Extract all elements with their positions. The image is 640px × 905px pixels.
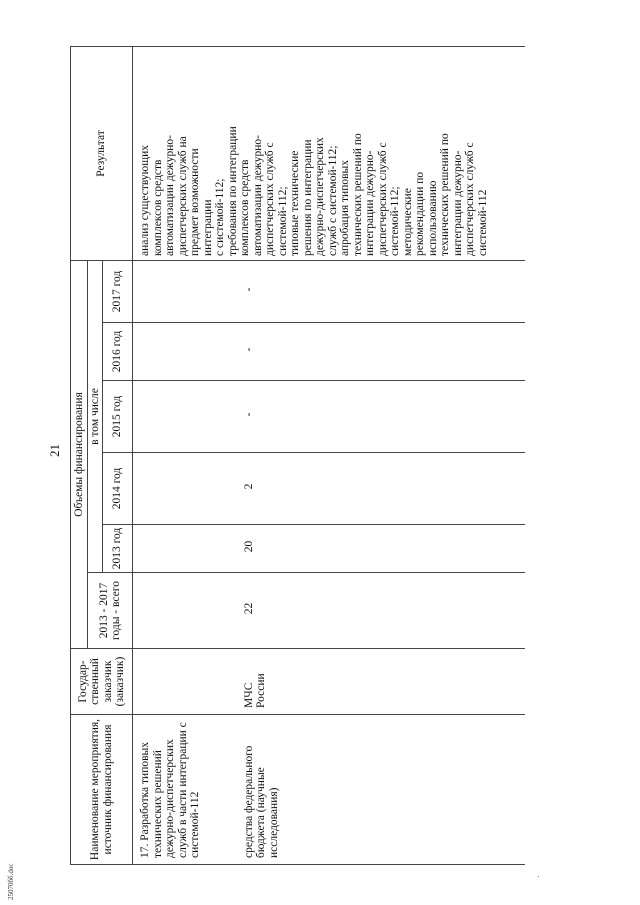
year-2016-cell: - — [225, 323, 525, 381]
result-line: использованию — [426, 180, 439, 256]
header-year-2014: 2014 год — [103, 453, 133, 525]
result-line: анализ существующих — [139, 145, 151, 256]
footer-doc-code — [5, 862, 17, 902]
funding-table — [70, 46, 525, 865]
header-subgroup: в том числе — [88, 261, 103, 573]
page-number: 21 — [47, 444, 62, 457]
result-line: технических решений по — [351, 133, 364, 256]
footer-doc-code-text: 25070бб.doc — [7, 863, 15, 900]
header-result: Результат — [71, 47, 133, 261]
result-line: решения по интеграции — [301, 139, 314, 256]
result-line: интеграции дежурно- — [451, 150, 464, 256]
result-cell — [133, 47, 525, 261]
rotated-table-sheet — [40, 47, 600, 877]
result-line: с системой-112; — [214, 178, 226, 256]
result-line: типовые технические — [289, 150, 301, 256]
result-line: предмет возможности — [189, 148, 201, 256]
item-title: 17. Разработка типовых технических решений дежурно-диспетчерских служб в части интеграции с системой-112 — [133, 715, 225, 865]
result-line: автоматизации дежурно- — [251, 135, 264, 256]
funding-source: средства федерального бюджета (научные исследования) — [225, 715, 525, 865]
header-year-2017: 2017 год — [103, 261, 133, 323]
year-2014-cell: 2 — [225, 453, 525, 525]
result-line: системой-112; — [276, 186, 289, 256]
result-line: диспетчерских служб с — [376, 142, 389, 256]
result-line: дежурно-диспетчерских — [314, 137, 326, 256]
year-2013-cell: 20 — [225, 525, 525, 573]
result-line: системой-112; — [389, 186, 401, 256]
result-line: рекомендации по — [414, 171, 426, 256]
header-total: 2013 - 2017 годы - всего — [88, 573, 133, 649]
result-line: требования по интеграции — [226, 126, 239, 256]
header-year-2015: 2015 год — [103, 381, 133, 453]
result-line: интеграции дежурно- — [364, 150, 376, 256]
result-line: диспетчерских служб с — [264, 142, 276, 256]
result-line: системой-112 — [476, 189, 489, 256]
result-line: служб с системой-112; — [326, 145, 339, 256]
header-customer: Государ-ственный заказчик (заказчик) — [71, 649, 133, 715]
year-2017-cell: - — [225, 261, 525, 323]
header-year-2013: 2013 год — [103, 525, 133, 573]
header-name: Наименование мероприятия, источник финансирования — [71, 715, 133, 865]
header-funding-group: Объемы финансирования — [71, 261, 88, 649]
result-line: комплексов средств — [239, 159, 251, 256]
result-line: автоматизации дежурно- — [164, 135, 176, 256]
result-line: комплексов средств — [151, 159, 164, 256]
result-line: методические — [401, 188, 414, 256]
result-line: диспетчерских служб с — [464, 142, 476, 256]
result-line: апробация типовых — [339, 159, 351, 256]
result-line: технических решений по — [439, 133, 451, 256]
header-year-2016: 2016 год — [103, 323, 133, 381]
scan-speck — [538, 876, 539, 877]
total-cell: 22 — [225, 573, 525, 649]
year-2015-cell: - — [225, 381, 525, 453]
result-line: диспетчерских служб на — [176, 136, 189, 256]
customer-cell: МЧС России — [225, 649, 525, 715]
result-line: интеграции — [201, 199, 214, 256]
